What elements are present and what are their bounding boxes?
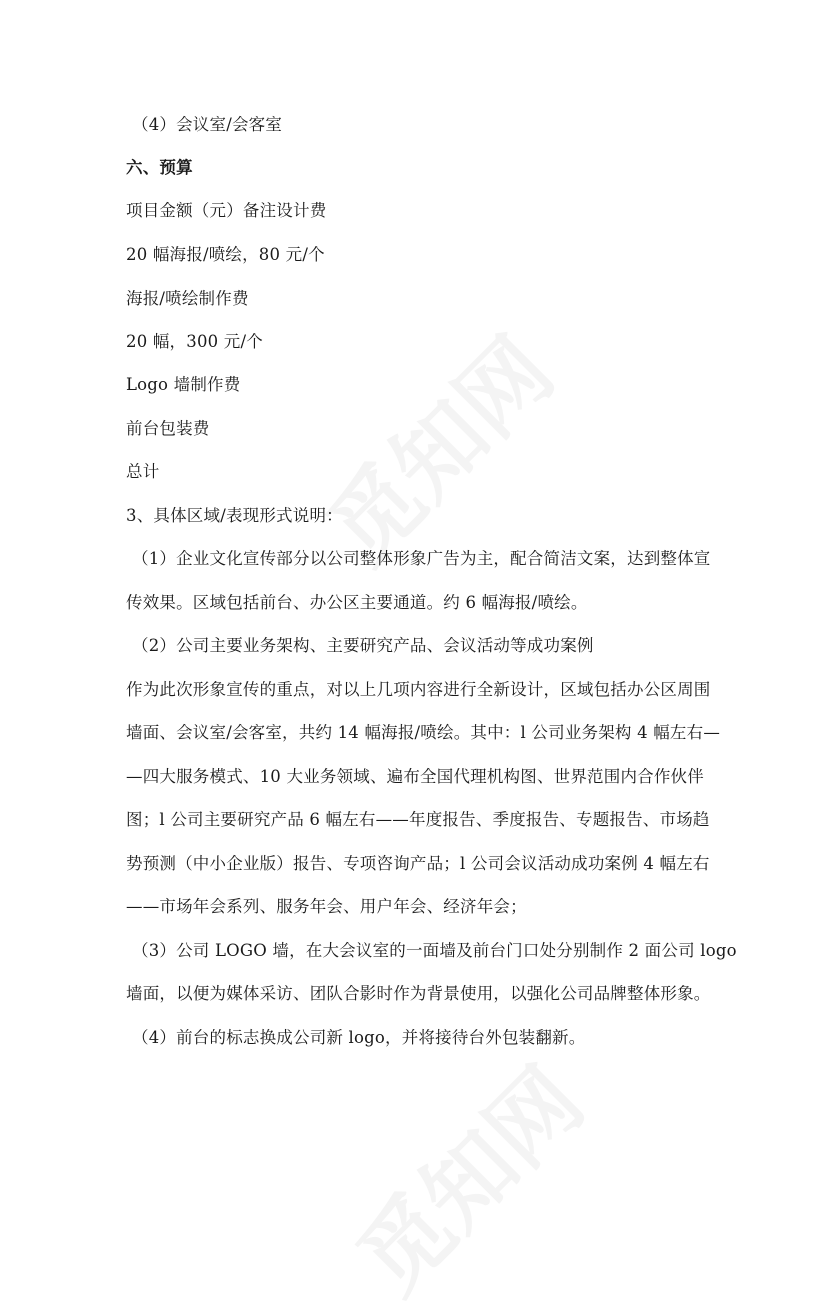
- list-item: （4）会议室/会客室: [132, 115, 283, 134]
- paragraph-line: 图；l 公司主要研究产品 6 幅左右——年度报告、季度报告、专题报告、市场趋: [126, 810, 710, 829]
- text-line: 20 幅海报/喷绘，80 元/个: [126, 245, 325, 264]
- paragraph-line: 势预测（中小企业版）报告、专项咨询产品；l 公司会议活动成功案例 4 幅左右: [126, 854, 710, 873]
- paragraph-line: —四大服务模式、10 大业务领域、遍布全国代理机构图、世界范围内合作伙伴: [126, 767, 704, 786]
- paragraph-line: （4）前台的标志换成公司新 logo，并将接待台外包装翻新。: [132, 1028, 586, 1047]
- section-heading: 六、预算: [126, 158, 193, 177]
- paragraph-line: 作为此次形象宣传的重点，对以上几项内容进行全新设计，区域包括办公区周围: [126, 680, 711, 699]
- watermark: [294, 304, 577, 587]
- text-line: 20 幅，300 元/个: [126, 332, 263, 351]
- text-line: 总计: [126, 462, 160, 481]
- paragraph-line: ——市场年会系列、服务年会、用户年会、经济年会；: [126, 897, 527, 916]
- text-line: 3、具体区域/表现形式说明：: [126, 506, 343, 525]
- paragraph-line: 传效果。区域包括前台、办公区主要通道。约 6 幅海报/喷绘。: [126, 593, 588, 612]
- paragraph-line: （1）企业文化宣传部分以公司整体形象广告为主，配合简洁文案，达到整体宣: [132, 549, 711, 568]
- paragraph-line: 墙面、会议室/会客室，共约 14 幅海报/喷绘。其中：l 公司业务架构 4 幅左右—: [126, 723, 721, 742]
- text-line: 项目金额（元）备注设计费: [126, 201, 327, 220]
- text-line: Logo 墙制作费: [126, 375, 241, 394]
- paragraph-line: 墙面，以便为媒体采访、团队合影时作为背景使用，以强化公司品牌整体形象。: [126, 984, 711, 1003]
- paragraph-line: （3）公司 LOGO 墙，在大会议室的一面墙及前台门口处分别制作 2 面公司 logo: [132, 941, 737, 960]
- text-line: 海报/喷绘制作费: [126, 289, 249, 308]
- text-line: 前台包装费: [126, 419, 210, 438]
- watermark: [324, 1034, 607, 1316]
- paragraph-line: （2）公司主要业务架构、主要研究产品、会议活动等成功案例: [132, 636, 594, 655]
